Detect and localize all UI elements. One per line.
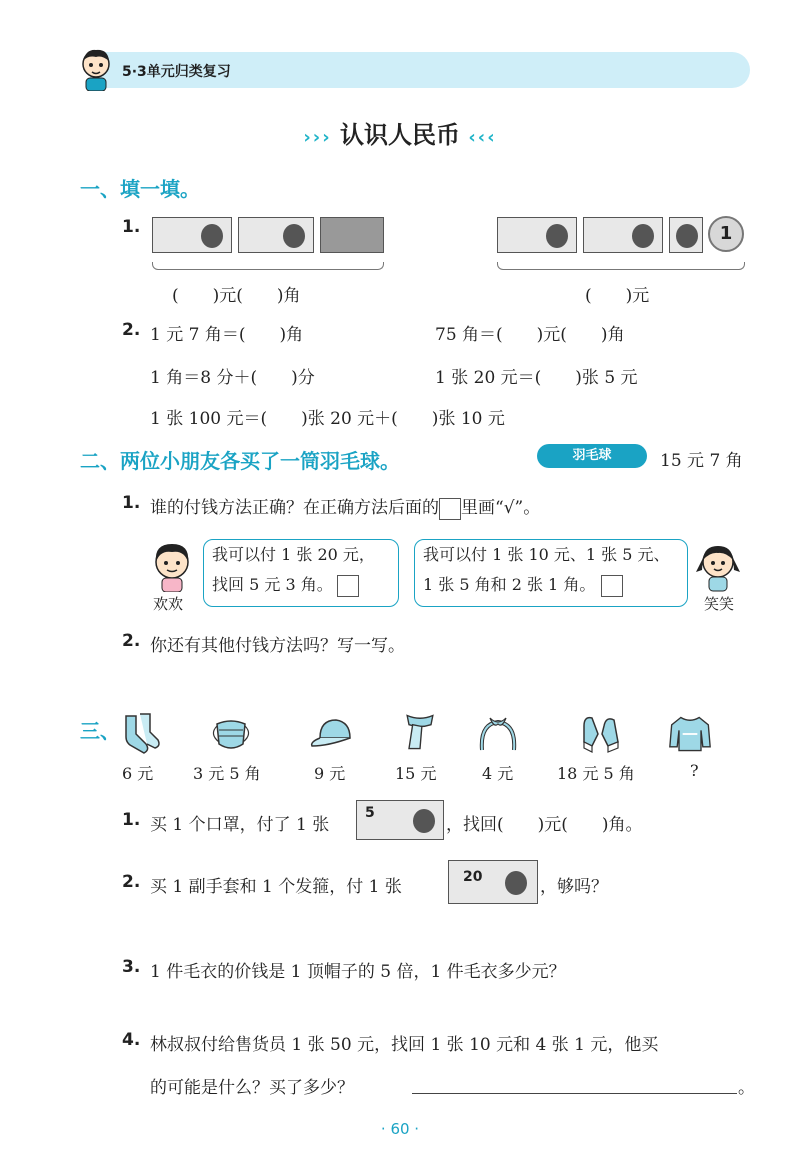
s1-q2-row3: 1 张 100 元＝( )张 20 元＋( )张 10 元 [150,409,505,429]
s1-q2-number: 2. [122,320,141,340]
huanhuan-speech-bubble [203,539,399,607]
s3-q2-number: 2. [122,872,141,892]
boy-mascot-icon [78,47,114,91]
right-brace [497,262,745,270]
example-answer-box [439,498,461,520]
title-left-arrows: ››› [303,127,332,148]
banknote-1-jiao [320,217,384,253]
xiaoxiao-line1: 我可以付 1 张 10 元、1 张 5 元、 [423,545,670,564]
banknote-20-yuan [448,860,538,904]
banknote-5-yuan [152,217,232,253]
s3-q4-number: 4. [122,1030,141,1050]
socks-icon [118,712,162,756]
price-mittens: 18 元 5 角 [557,764,635,783]
s3-q3-number: 3. [122,957,141,977]
scarf-icon [398,710,442,754]
s1-q1-number: 1. [122,217,141,237]
page-number: · 60 · [380,1120,420,1138]
price-sweater: ? [690,761,699,780]
shuttlecock-tube-icon: 羽毛球 [537,444,647,468]
xiaoxiao-speech-bubble [414,539,688,607]
banknote-10-yuan [497,217,577,253]
s1-q2-row1-left: 1 元 7 角＝( )角 [150,325,304,345]
price-scarf: 15 元 [395,764,437,783]
s2-q1-text [150,493,540,520]
headband-icon [476,712,520,756]
banknote-1-yuan [238,217,314,253]
price-headband: 4 元 [482,764,514,783]
section1-heading: 一、填一填。 [80,177,200,201]
s2-q1-text-after: 里画“√”。 [461,498,541,518]
s3-q2-text-before: 买 1 副手套和 1 个发箍，付 1 张 [150,877,402,897]
note-value: 5 [365,805,375,821]
xiaoxiao-answer-box[interactable] [601,575,623,597]
note-value: 20 [463,869,483,885]
banknote-1-yuan-2 [669,217,703,253]
banknote-5-yuan-q1 [356,800,444,840]
s3-q3-text: 1 件毛衣的价钱是 1 顶帽子的 5 倍，1 件毛衣多少元？ [150,962,566,982]
sweater-icon [668,712,712,756]
xiaoxiao-name: 笑笑 [704,595,735,613]
left-brace [152,262,384,270]
s3-q4-end: 。 [738,1078,755,1098]
xiaoxiao-line2: 1 张 5 角和 2 张 1 角。 [423,575,596,594]
title-right-arrows: ‹‹‹ [468,127,497,148]
s2-q1-number: 1. [122,493,141,513]
price-mask: 3 元 5 角 [193,764,261,783]
shuttlecock-price: 15 元 7 角 [660,451,743,471]
huanhuan-name: 欢欢 [153,595,184,613]
s1-q2-row1-right: 75 角＝( )元( )角 [435,325,625,345]
banknote-5-yuan-2 [583,217,663,253]
s1-q1-right-answer: ( )元 [585,286,650,306]
huanhuan-girl-icon [150,540,194,592]
coin-1-yuan: 1 [708,216,744,252]
s3-q1-number: 1. [122,810,141,830]
huanhuan-line1: 我可以付 1 张 20 元， [212,545,375,564]
page-title [0,115,800,150]
s2-q1-text-before: 谁的付钱方法正确？在正确方法后面的 [150,498,439,518]
xiaoxiao-girl-icon [694,540,742,592]
price-socks: 6 元 [122,764,154,783]
section3-heading: 三、 [80,719,120,743]
s3-q1-text-before: 买 1 个口罩，付了 1 张 [150,815,330,835]
header-title: 5·3单元归类复习 [122,64,231,80]
s3-q2-text-after: ，够吗？ [540,877,608,897]
mittens-icon [578,712,622,756]
s1-q2-row2-left: 1 角＝8 分＋( )分 [150,368,315,388]
s3-q1-text-after: ，找回( )元( )角。 [446,815,643,835]
s2-q2-number: 2. [122,631,141,651]
s3-q4-line2: 的可能是什么？买了多少？ [150,1078,354,1098]
section2-heading: 二、两位小朋友各买了一筒羽毛球。 [80,449,400,473]
title-text: 认识人民币 [340,121,460,149]
s2-q2-text: 你还有其他付钱方法吗？写一写。 [150,636,405,656]
s1-q1-left-answer: ( )元( )角 [172,286,301,306]
huanhuan-answer-box[interactable] [337,575,359,597]
mask-icon [209,712,253,756]
s3-q4-line1: 林叔叔付给售货员 1 张 50 元，找回 1 张 10 元和 4 张 1 元，他买 [150,1035,659,1055]
cap-icon [310,712,354,756]
s3-q4-answer-line[interactable] [412,1093,737,1094]
price-cap: 9 元 [314,764,346,783]
s1-q2-row2-right: 1 张 20 元＝( )张 5 元 [435,368,638,388]
huanhuan-line2: 找回 5 元 3 角。 [212,575,333,594]
